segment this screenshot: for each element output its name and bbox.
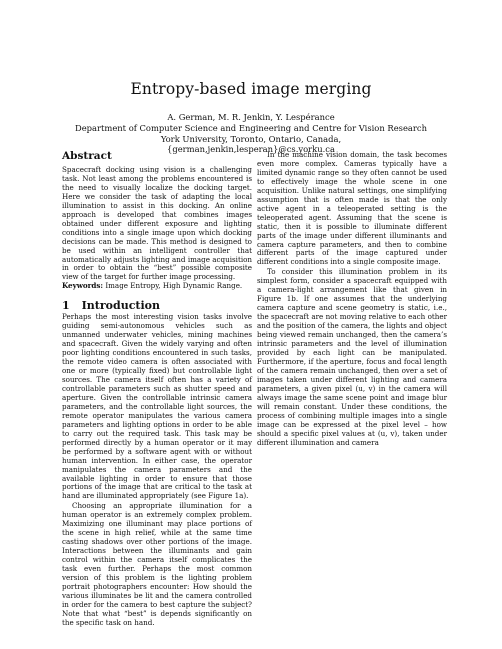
section-title: Introduction [81, 299, 160, 313]
affiliation-email: {german,jenkin,lesperan}@cs.yorku.ca [167, 144, 335, 155]
abstract-text: Spacecraft docking using vision is a challenging task. Not least among the problems encountered is the need to visually localize the docking target. Here we consider the task of adapting the local illumination to assist in this docking. An online approach is developed that combines images obtained under different exposure and lighting conditions into a single image upon which docking decisions can be made. This method is designed to be used within an intelligent controller that automatically adjusts lighting and image acquisition in order to obtain the “best” possible composite view of the target for further image processing. [62, 165, 252, 282]
affiliation-line: York University, Toronto, Ontario, Canada, [160, 133, 342, 144]
paper-title: Entropy-based image merging [130, 80, 372, 98]
keywords-value: Image Entropy, High Dynamic Range. [105, 281, 243, 291]
section-number: 1 [62, 299, 70, 313]
affiliation-line: Department of Computer Science and Engineering and Centre for Vision Research [75, 123, 427, 133]
right-column [257, 150, 447, 447]
keywords-line [62, 282, 252, 291]
left-column [62, 150, 252, 628]
keywords-label: Keywords: [62, 281, 104, 291]
intro-paragraph: In the machine vision domain, the task becomes even more complex. Cameras typically have a limited dynamic range so they often cannot be used to effectively image the whole scene in one acquisition. Unlike natural settings, one simplifying assumption that is often made is that the only active agent in a teleoperated setting is the teleoperated agent. Assuming that the scene is static, then it is possible to illuminate different parts of the image under different illuminants and camera capture parameters, and then to combine different parts of the image captured under different conditions into a single composite image. [257, 150, 447, 267]
intro-paragraph: To consider this illumination problem in its simplest form, consider a spacecraft equipped with a camera-light arrangement like that given in Figure 1b. If one assumes that the underlying camera capture and scene geometry is static, i.e., the spacecraft are not moving relative to each other and the position of the camera, the lights and object being viewed remain unchanged, then the camera’s intrinsic parameters and the level of illumination provided by each light can be manipulated. Furthermore, if the aperture, focus and focal length of the camera remain unchanged, then over a set of images taken under different lighting and camera parameters, a given pixel (u, v) in the camera will always image the same scene point and image blur will remain constant. Under these conditions, the process of combining multiple images into a single image can be expressed at the pixel level – how should a specific pixel values at (u, v), taken under different illumination and camera [257, 267, 447, 447]
intro-paragraph: Choosing an appropriate illumination for a human operator is an extremely complex problem. Maximizing one illuminant may place portions of the scene in high relief, while at the same time casting shadows over other portions of the image. Interactions between the illuminants and gain control within the camera itself complicates the task even further. Perhaps the most common version of this problem is the lighting problem portrait photographers encounter: How should the various illuminates be lit and the camera controlled in order for the camera to best capture the subject? Note that what “best” is depends significantly on the specific task on hand. [62, 501, 252, 627]
intro-paragraph: Perhaps the most interesting vision tasks involve guiding semi-autonomous vehicles such as unmanned underwater vehicles, mining machines and spacecraft. Given the widely varying and often poor lighting conditions encountered in such tasks, the remote video camera is often associated with one or more (typically fixed) but controllable light sources. The camera itself often has a variety of controllable parameters such as shutter speed and aperture. Given the controllable intrinsic camera parameters, and the controllable light sources, the remote operator manipulates the various camera parameters and lighting options in order to be able to carry out the required task. This task may be performed directly by a human operator or it may be performed by a software agent with or without human intervention. In either case, the operator manipulates the camera parameters and the available lighting in order to ensure that those portions of the image that are critical to the task at hand are illuminated appropriately (see Figure 1a). [62, 312, 252, 501]
section-heading-introduction [62, 299, 252, 312]
abstract-heading: Abstract [62, 150, 112, 162]
author-list: A. German, M. R. Jenkin, Y. Lespérance [167, 112, 335, 122]
